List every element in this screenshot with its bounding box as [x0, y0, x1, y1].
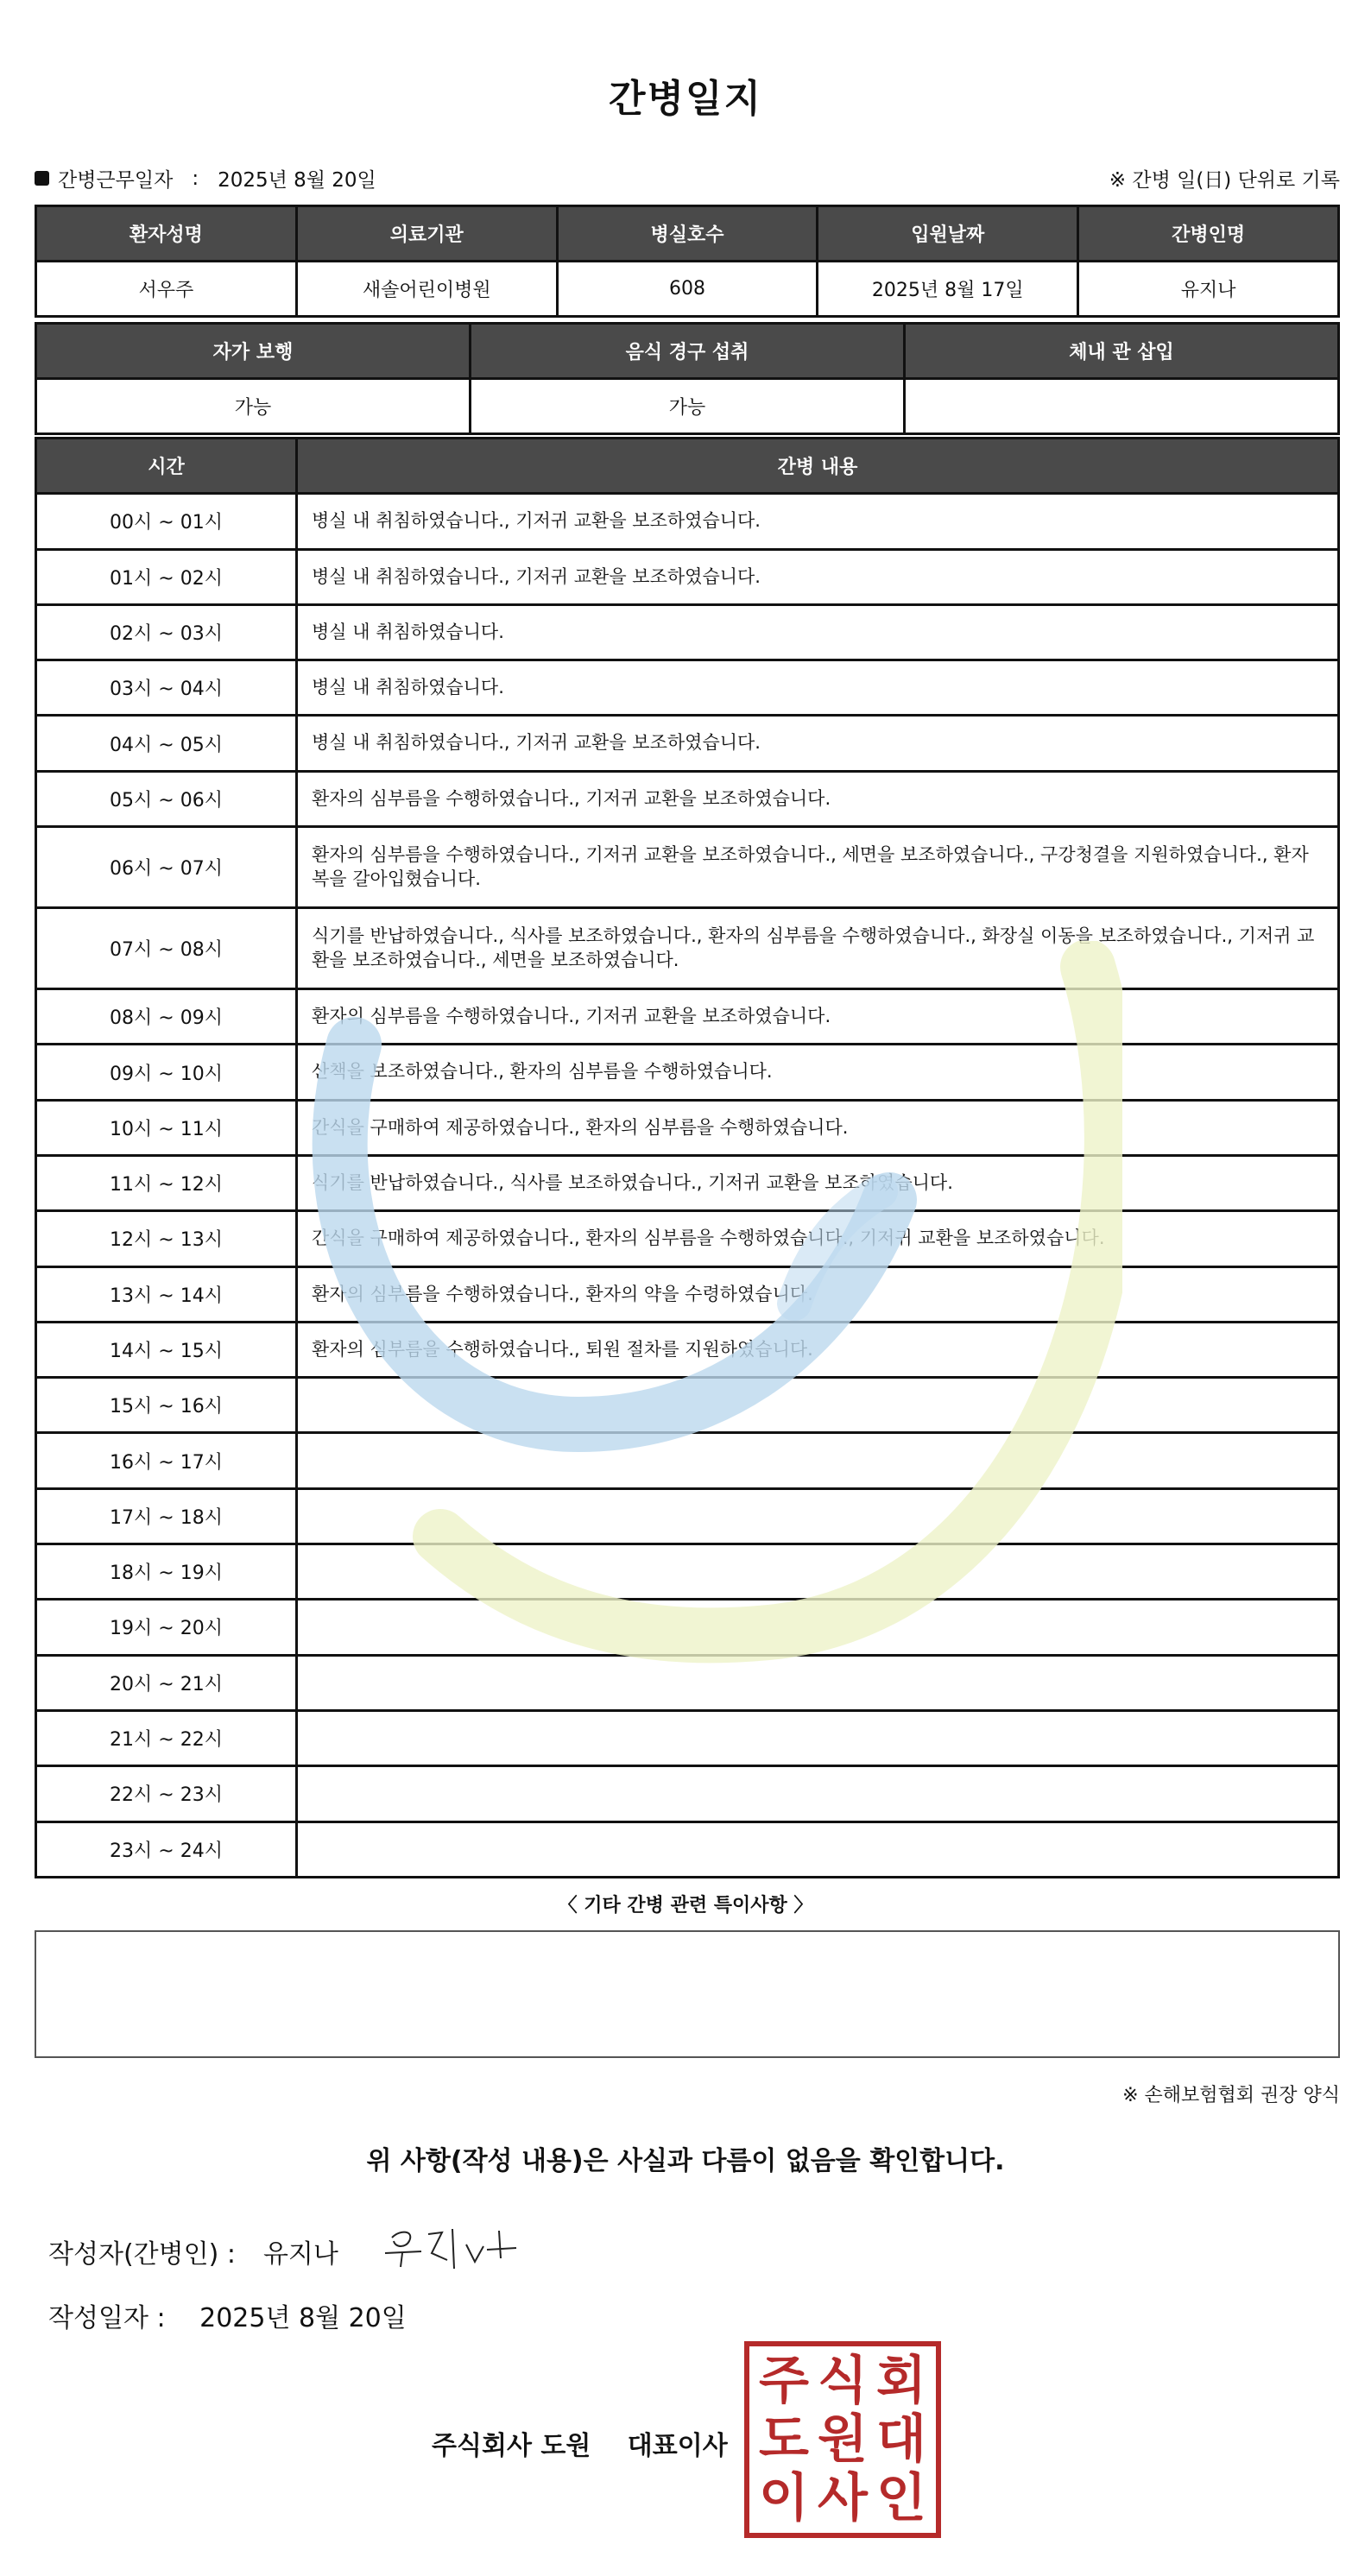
document-title: 간병일지	[608, 77, 762, 121]
care-log-content	[297, 1488, 1339, 1544]
work-date-value: 2025년 8월 20일	[218, 169, 376, 192]
writer-row	[48, 2232, 338, 2270]
company-title: 대표이사	[627, 2431, 728, 2461]
care-log-content: 식기를 반납하였습니다., 식사를 보조하였습니다., 기저귀 교환을 보조하였습니다.	[297, 1155, 1339, 1210]
care-log-row	[36, 827, 1339, 908]
care-log-row	[36, 604, 1339, 660]
company-seal-stamp	[744, 2341, 941, 2538]
seal-char: 도	[759, 2409, 809, 2470]
form-source-note: ※ 손해보험협회 권장 양식	[1122, 2085, 1340, 2106]
care-log-time: 23시 ~ 24시	[36, 1822, 297, 1877]
patient-info-table	[35, 205, 1340, 318]
care-log-time: 12시 ~ 13시	[36, 1211, 297, 1266]
care-log-time: 15시 ~ 16시	[36, 1378, 297, 1433]
company-signature-line	[432, 2424, 728, 2462]
care-log-row	[36, 1766, 1339, 1822]
caregiver-name: 유지나	[1078, 262, 1339, 317]
remarks-box	[35, 1930, 1340, 2058]
care-log-time: 08시 ~ 09시	[36, 989, 297, 1045]
care-log-row	[36, 1710, 1339, 1765]
care-log-time: 18시 ~ 19시	[36, 1544, 297, 1600]
care-log-row	[36, 716, 1339, 771]
remarks-title: 〈 기타 간병 관련 특이사항 〉	[558, 1895, 813, 1916]
header-hospital: 의료기관	[296, 206, 557, 262]
care-log-content: 병실 내 취침하였습니다.	[297, 604, 1339, 660]
care-log-content: 산책을 보조하였습니다., 환자의 심부름을 수행하였습니다.	[297, 1045, 1339, 1100]
seal-char: 원	[818, 2409, 868, 2470]
patient-info-header-row	[36, 206, 1339, 262]
care-log-content	[297, 1544, 1339, 1600]
care-log-row	[36, 660, 1339, 716]
care-log-time: 19시 ~ 20시	[36, 1600, 297, 1655]
care-log-content	[297, 1655, 1339, 1710]
care-log-time: 05시 ~ 06시	[36, 771, 297, 826]
care-log-header-row	[36, 439, 1339, 494]
header-admission-date: 입원날짜	[818, 206, 1078, 262]
care-log-row	[36, 549, 1339, 604]
care-log-row	[36, 494, 1339, 549]
seal-char: 이	[759, 2468, 809, 2529]
care-log-content: 병실 내 취침하였습니다.	[297, 660, 1339, 716]
care-log-row	[36, 1488, 1339, 1544]
seal-char: 회	[876, 2351, 926, 2411]
care-log-time: 00시 ~ 01시	[36, 494, 297, 549]
confirmation-statement: 위 사항(작성 내용)은 사실과 다름이 없음을 확인합니다.	[366, 2146, 1005, 2176]
care-log-content: 병실 내 취침하였습니다., 기저귀 교환을 보조하였습니다.	[297, 494, 1339, 549]
care-log-time: 17시 ~ 18시	[36, 1488, 297, 1544]
room-number: 608	[557, 262, 818, 317]
care-log-content: 병실 내 취침하였습니다., 기저귀 교환을 보조하였습니다.	[297, 716, 1339, 771]
care-log-content: 병실 내 취침하였습니다., 기저귀 교환을 보조하였습니다.	[297, 549, 1339, 604]
care-log-time: 07시 ~ 08시	[36, 908, 297, 989]
admission-date: 2025년 8월 17일	[818, 262, 1078, 317]
care-log-row	[36, 989, 1339, 1045]
patient-status-table	[35, 322, 1340, 435]
oral-intake-value: 가능	[471, 379, 905, 434]
care-log-row	[36, 1045, 1339, 1100]
seal-char: 사	[818, 2468, 868, 2529]
company-name: 주식회사 도원	[432, 2431, 591, 2461]
care-log-content: 환자의 심부름을 수행하였습니다., 기저귀 교환을 보조하였습니다., 세면을 보조하였습니다., 구강청결을 지원하였습니다., 환자복을 갈아입혔습니다.	[297, 827, 1339, 908]
header-time: 시간	[36, 439, 297, 494]
care-log-row	[36, 1822, 1339, 1877]
written-date-row	[48, 2296, 407, 2334]
care-log-time: 13시 ~ 14시	[36, 1266, 297, 1322]
tube-insertion-value	[905, 379, 1339, 434]
work-date-separator: :	[192, 167, 199, 190]
care-log-row	[36, 908, 1339, 989]
care-log-time: 21시 ~ 22시	[36, 1710, 297, 1765]
patient-status-header-row	[36, 324, 1339, 379]
care-log-table	[35, 437, 1340, 1878]
written-date-label: 작성일자 :	[48, 2303, 166, 2333]
care-log-content	[297, 1433, 1339, 1488]
care-log-row	[36, 1211, 1339, 1266]
seal-char: 인	[876, 2468, 926, 2529]
header-patient-name: 환자성명	[36, 206, 297, 262]
header-caregiver: 간병인명	[1078, 206, 1339, 262]
care-log-time: 16시 ~ 17시	[36, 1433, 297, 1488]
daily-record-note: ※ 간병 일(日) 단위로 기록	[1109, 169, 1340, 192]
header-oral-intake: 음식 경구 섭취	[471, 324, 905, 379]
writer-label: 작성자(간병인) :	[48, 2239, 236, 2270]
care-log-content: 간식을 구매하여 제공하였습니다., 환자의 심부름을 수행하였습니다., 기저귀 교환을 보조하였습니다.	[297, 1211, 1339, 1266]
patient-info-value-row	[36, 262, 1339, 317]
seal-char: 식	[818, 2351, 868, 2411]
seal-char: 주	[759, 2351, 809, 2411]
writer-name: 유지나	[262, 2239, 338, 2270]
care-log-row	[36, 1322, 1339, 1377]
header-tube-insertion: 체내 관 삽입	[905, 324, 1339, 379]
care-log-content: 환자의 심부름을 수행하였습니다., 환자의 약을 수령하였습니다.	[297, 1266, 1339, 1322]
care-log-content	[297, 1710, 1339, 1765]
care-log-content: 환자의 심부름을 수행하였습니다., 기저귀 교환을 보조하였습니다.	[297, 989, 1339, 1045]
care-log-content	[297, 1822, 1339, 1877]
seal-char: 대	[876, 2409, 926, 2470]
care-log-row	[36, 1544, 1339, 1600]
patient-status-value-row	[36, 379, 1339, 434]
care-log-time: 20시 ~ 21시	[36, 1655, 297, 1710]
care-log-content: 환자의 심부름을 수행하였습니다., 퇴원 절차를 지원하였습니다.	[297, 1322, 1339, 1377]
care-log-time: 03시 ~ 04시	[36, 660, 297, 716]
work-date-label: 간병근무일자	[58, 169, 174, 192]
care-log-time: 01시 ~ 02시	[36, 549, 297, 604]
patient-name: 서우주	[36, 262, 297, 317]
care-log-row	[36, 1378, 1339, 1433]
header-self-walking: 자가 보행	[36, 324, 471, 379]
care-log-row	[36, 1155, 1339, 1210]
header-room: 병실호수	[557, 206, 818, 262]
care-log-time: 04시 ~ 05시	[36, 716, 297, 771]
header-care-content: 간병 내용	[297, 439, 1339, 494]
work-date-row	[35, 164, 376, 193]
care-log-row	[36, 771, 1339, 826]
written-date-value: 2025년 8월 20일	[199, 2303, 407, 2333]
care-log-content	[297, 1766, 1339, 1822]
care-log-time: 06시 ~ 07시	[36, 827, 297, 908]
care-log-content	[297, 1378, 1339, 1433]
care-log-row	[36, 1600, 1339, 1655]
care-log-row	[36, 1655, 1339, 1710]
care-log-time: 02시 ~ 03시	[36, 604, 297, 660]
care-log-content: 식기를 반납하였습니다., 식사를 보조하였습니다., 환자의 심부름을 수행하였습니다., 화장실 이동을 보조하였습니다., 기저귀 교환을 보조하였습니다., 세면을 보조하였습니다.	[297, 908, 1339, 989]
care-log-time: 14시 ~ 15시	[36, 1322, 297, 1377]
care-log-body	[36, 494, 1339, 1878]
care-log-time: 22시 ~ 23시	[36, 1766, 297, 1822]
care-log-row	[36, 1100, 1339, 1155]
care-log-content	[297, 1600, 1339, 1655]
care-log-content: 환자의 심부름을 수행하였습니다., 기저귀 교환을 보조하였습니다.	[297, 771, 1339, 826]
care-log-row	[36, 1433, 1339, 1488]
care-log-time: 10시 ~ 11시	[36, 1100, 297, 1155]
care-log-row	[36, 1266, 1339, 1322]
square-bullet-icon	[35, 171, 49, 186]
care-log-time: 11시 ~ 12시	[36, 1155, 297, 1210]
care-log-content: 간식을 구매하여 제공하였습니다., 환자의 심부름을 수행하였습니다.	[297, 1100, 1339, 1155]
self-walking-value: 가능	[36, 379, 471, 434]
hospital-name: 새솔어린이병원	[296, 262, 557, 317]
handwritten-signature	[380, 2219, 527, 2279]
care-log-time: 09시 ~ 10시	[36, 1045, 297, 1100]
